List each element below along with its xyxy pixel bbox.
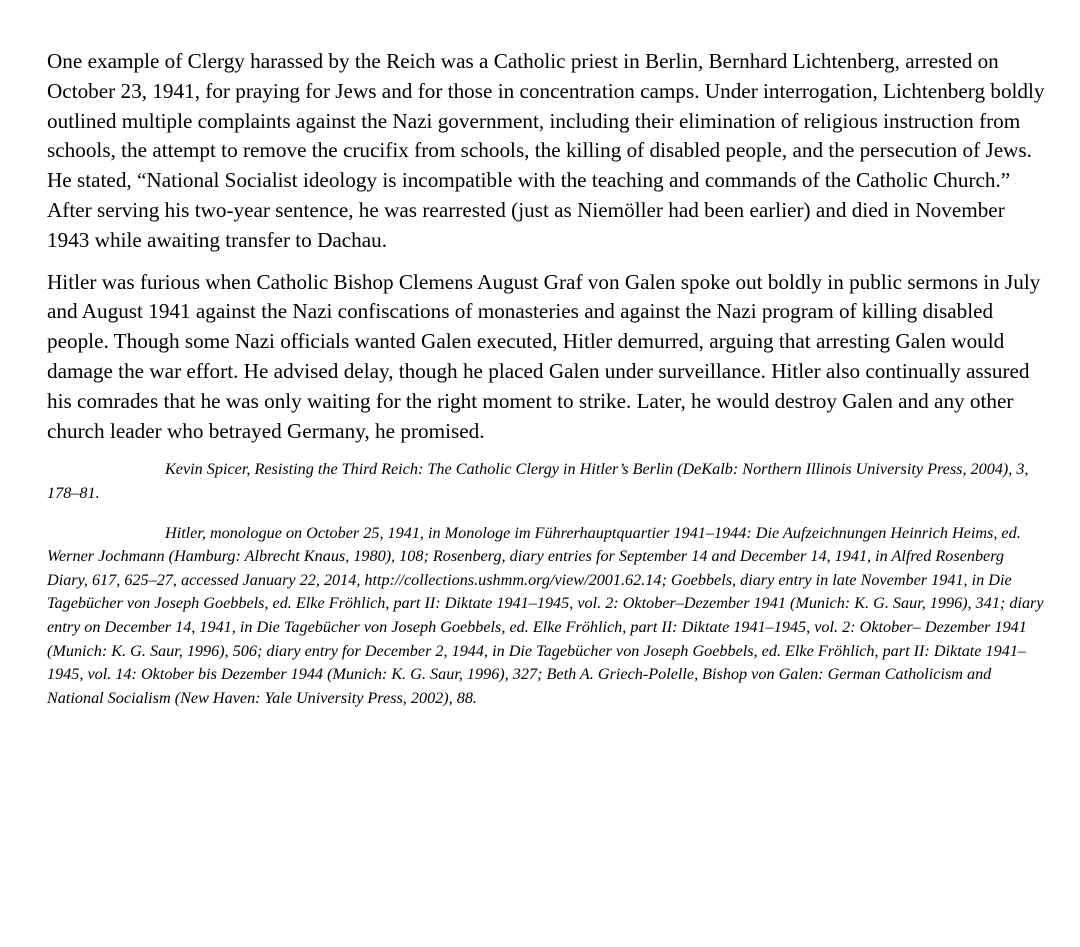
body-paragraph-galen: Hitler was furious when Catholic Bishop Clemens August Graf von Galen spoke out boldly in public sermons in July and August 1941 against the Nazi confiscations of monasteries and against the Nazi program of killing disabled people. Though some Nazi officials wanted Galen executed, Hitler demurred, arguing that arresting Galen would damage the war effort. He advised delay, though he placed Galen under surveillance. Hitler also continually assured his comrades that he was only waiting for the right moment to strike. Later, he would destroy Galen and any other church leader who betrayed Germany, he promised. bbox=[47, 269, 1041, 443]
document-page bbox=[47, 47, 1047, 710]
body-paragraph-lichtenberg: One example of Clergy harassed by the Reich was a Catholic priest in Berlin, Bernhard Lichtenberg, arrested on October 23, 1941, for praying for Jews and for those in concentration camps. Under interrogation, Lichtenberg boldly outlined multiple complaints against the Nazi government, including their elimination of religious instruction from schools, the attempt to remove the crucifix from schools, the killing of disabled people, and the persecution of Jews. He stated, “National Socialist ideology is incompatible with the teaching and commands of the Catholic Church.” After serving his two-year sentence, he was rearrested (just as Niemöller had been earlier) and died in November 1943 while awaiting transfer to Dachau. bbox=[47, 49, 1045, 252]
citation-note-hitler-monologue: Hitler, monologue on October 25, 1941, in Monologe im Führerhauptquartier 1941–1944: Die Aufzeichnungen Heinrich Heims, ed. Werner Jochmann (Hamburg: Albrecht Knaus, 1980), 108; Rosenberg, diary entries for September 14 and December 14, 1941, in Alfred Rosenberg Diary, 617, 625–27, accessed January 22, 2014, http://collections.ushmm.org/view/2001.62.14; Goebbels, diary entry in late November 1941, in Die Tagebücher von Joseph Goebbels, ed. Elke Fröhlich, part II: Diktate 1941–1945, vol. 2: Oktober–Dezember 1941 (Munich: K. G. Saur, 1996), 341; diary entry on December 14, 1941, in Die Tagebücher von Joseph Goebbels, ed. Elke Fröhlich, part II: Diktate 1941–1945, vol. 2: Oktober– Dezember 1941 (Munich: K. G. Saur, 1996), 506; diary entry for December 2, 1944, in Die Tagebücher von Joseph Goebbels, ed. Elke Fröhlich, part II: Diktate 1941–1945, vol. 14: Oktober bis Dezember 1944 (Munich: K. G. Saur, 1996), 327; Beth A. Griech-Polelle, Bishop von Galen: German Catholicism and National Socialism (New Haven: Yale University Press, 2002), 88. bbox=[47, 523, 1044, 707]
citation-note-spicer: Kevin Spicer, Resisting the Third Reich: The Catholic Clergy in Hitler’s Berlin (DeKalb: Northern Illinois University Press, 2004), 3, 178–81. bbox=[47, 460, 1029, 502]
